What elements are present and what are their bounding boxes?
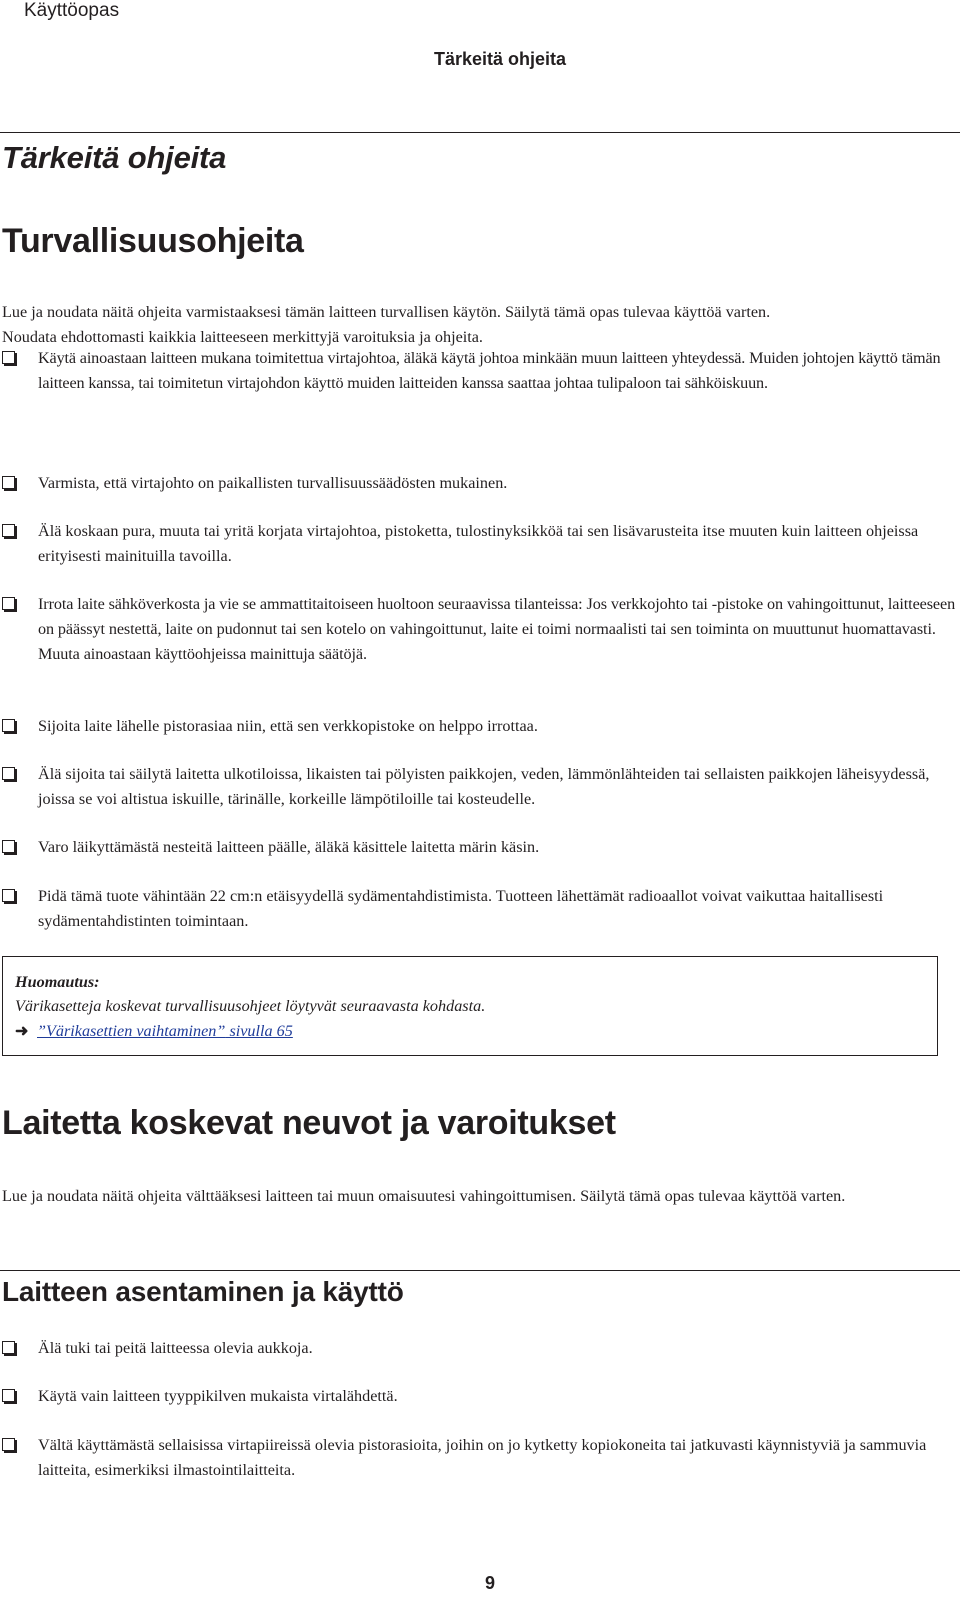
list-item-text: Irrota laite sähköverkosta ja vie se ammattitaitoiseen huoltoon seuraavissa tilanteissa: Jos verkkojohto tai -pistoke on vahingoittunut, laitteeseen on päässyt nestettä, laite on pudonnut tai sen kotelo on vahingoittunut, laite ei toimi normaalisti tai sen toiminta on muuttunut huomattavasti. Muuta ainoastaan käyttöohjeissa mainittuja säätöjä.	[38, 595, 956, 663]
safety-heading: Turvallisuusohjeita	[2, 222, 304, 260]
checkbox-icon	[2, 889, 15, 902]
header-section-title: Tärkeitä ohjeita	[433, 49, 567, 69]
note-link-row	[15, 1021, 293, 1041]
checkbox-icon	[2, 1389, 15, 1402]
list-item-text: Pidä tämä tuote vähintään 22 cm:n etäisyydellä sydämentahdistimista. Tuotteen lähettämät radioaallot voivat vaikuttaa haitallisesti sydämentahdistinten toimintaan.	[38, 887, 884, 930]
checkbox-icon	[2, 840, 15, 853]
list-item-text: Käytä vain laitteen tyyppikilven mukaista virtalähdettä.	[38, 1387, 398, 1405]
list-item-text: Älä tuki tai peitä laitteessa olevia aukkoja.	[38, 1339, 313, 1357]
checkbox-icon	[2, 767, 15, 780]
running-title: Käyttöopas	[24, 0, 120, 21]
link-text: ”Värikasettien vaihtaminen”	[37, 1022, 226, 1040]
checkbox-icon	[2, 597, 15, 610]
rule-top	[0, 132, 960, 133]
safety-intro-line-2: Noudata ehdottomasti kaikkia laitteeseen merkittyjä varoituksia ja ohjeita.	[2, 328, 483, 346]
device-subheading: Laitteen asentaminen ja käyttö	[2, 1276, 404, 1307]
arrow-right-icon: ➜	[15, 1022, 29, 1040]
list-item-text: Älä sijoita tai säilytä laitetta ulkotiloissa, likaisten tai pölyisten paikkojen, veden, lämmönlähteiden tai sellaisten paikkojen läheisyydessä, joissa se voi altistua iskuille, tärinälle, korkeille lämpötiloille tai kosteudelle.	[38, 765, 930, 808]
link-suffix: sivulla 65	[225, 1022, 293, 1040]
list-item-text: Varo läikyttämästä nesteitä laitteen päälle, äläkä käsittele laitetta märin käsin.	[38, 838, 540, 856]
device-intro: Lue ja noudata näitä ohjeita välttääksesi laitteen tai muun omaisuutesi vahingoittumisen. Säilytä tämä opas tulevaa käyttöä varten.	[2, 1187, 846, 1205]
chapter-title: Tärkeitä ohjeita	[2, 140, 227, 175]
note-title: Huomautus:	[15, 973, 100, 991]
rule-middle	[0, 1270, 960, 1271]
cross-reference-link[interactable]	[37, 1022, 293, 1040]
note-box	[2, 956, 938, 1056]
list-item-text: Varmista, että virtajohto on paikallisten turvallisuussäädösten mukainen.	[38, 474, 508, 492]
checkbox-icon	[2, 476, 15, 489]
page-number: 9	[484, 1573, 495, 1593]
list-item-text: Älä koskaan pura, muuta tai yritä korjata virtajohtoa, pistoketta, tulostinyksikköä tai sen lisävarusteita itse muuten kuin laitteen ohjeissa erityisesti mainituilla tavoilla.	[38, 522, 919, 565]
note-text: Värikasetteja koskevat turvallisuusohjeet löytyvät seuraavasta kohdasta.	[15, 997, 486, 1015]
checkbox-icon	[2, 351, 15, 364]
list-item-text: Sijoita laite lähelle pistorasiaa niin, että sen verkkopistoke on helppo irrottaa.	[38, 717, 538, 735]
list-item-text: Vältä käyttämästä sellaisissa virtapiireissä olevia pistorasioita, joihin on jo kytketty kopiokoneita tai jatkuvasti käynnistyviä ja sammuvia laitteita, esimerkiksi ilmastointilaitteita.	[38, 1436, 927, 1479]
list-item-text: Käytä ainoastaan laitteen mukana toimitettua virtajohtoa, äläkä käytä johtoa minkään muun laitteen yhteydessä. Muiden johtojen käyttö tämän laitteen kanssa, tai toimitetun virtajohdon käyttö muiden laitteiden kanssa saattaa johtaa tulipaloon tai sähköiskuun.	[38, 349, 941, 392]
checkbox-icon	[2, 1341, 15, 1354]
safety-intro-line-1: Lue ja noudata näitä ohjeita varmistaaksesi tämän laitteen turvallisen käytön. Säilytä tämä opas tulevaa käyttöä varten.	[2, 303, 771, 321]
safety-intro	[2, 300, 957, 350]
checkbox-icon	[2, 719, 15, 732]
device-heading: Laitetta koskevat neuvot ja varoitukset	[2, 1104, 616, 1142]
checkbox-icon	[2, 1438, 15, 1451]
checkbox-icon	[2, 524, 15, 537]
